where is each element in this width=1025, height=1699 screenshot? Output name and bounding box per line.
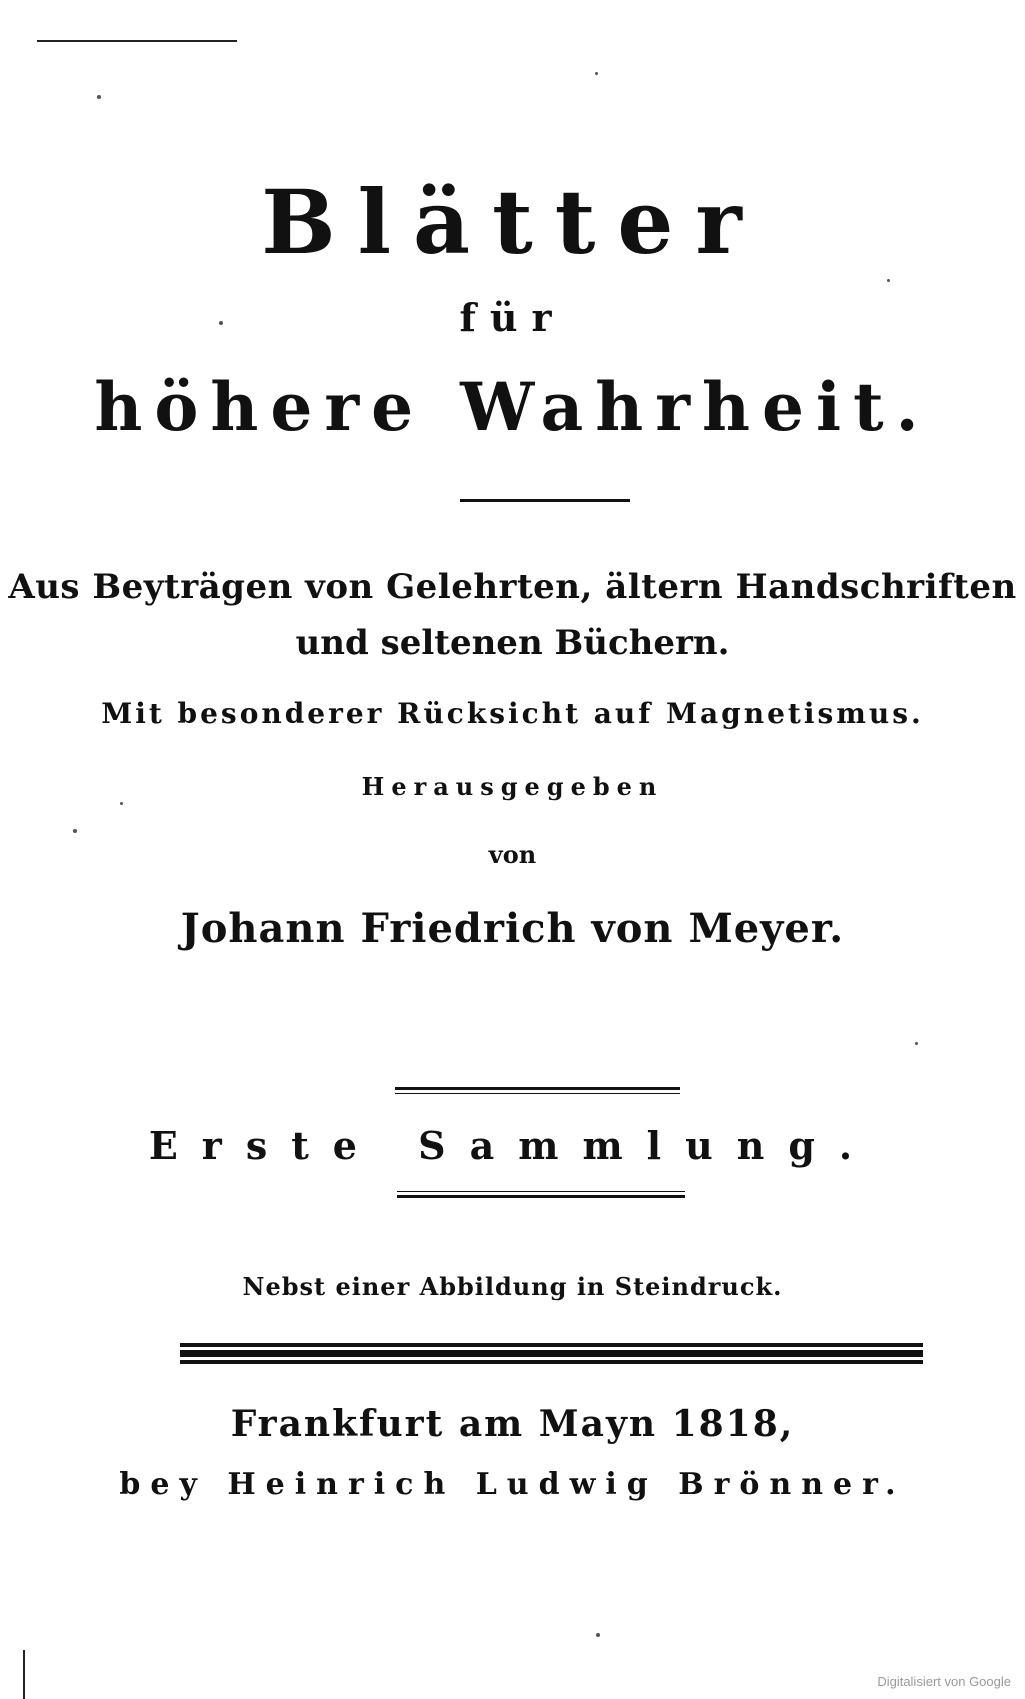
paper-speck — [97, 95, 101, 99]
paper-speck — [595, 72, 598, 75]
by-label: von — [488, 840, 537, 869]
scan-edge-left — [23, 1650, 25, 1699]
ornamental-band-bottom — [180, 1360, 923, 1364]
paper-speck — [596, 1633, 600, 1637]
paper-speck — [120, 802, 123, 805]
title-connector: für — [459, 295, 566, 340]
divider-volume-top — [395, 1087, 680, 1090]
illustration-note: Nebst einer Abbildung in Steindruck. — [242, 1272, 783, 1301]
description-line-2: und seltenen Büchern. — [295, 623, 730, 663]
imprint-publisher: bey Heinrich Ludwig Brönner. — [119, 1467, 906, 1502]
ornamental-band-middle — [180, 1350, 923, 1357]
divider-volume-bottom-thin — [397, 1191, 685, 1192]
book-title: Blätter — [261, 170, 764, 274]
special-note: Mit besonderer Rücksicht auf Magnetismus. — [101, 697, 924, 730]
volume-label: Erste Sammlung. — [148, 1123, 877, 1168]
imprint-place-date: Frankfurt am Mayn 1818, — [230, 1403, 795, 1445]
edited-by-label: Herausgegeben — [361, 772, 664, 801]
author-name: Johann Friedrich von Meyer. — [180, 905, 845, 952]
divider-volume-bottom — [397, 1195, 685, 1198]
scan-edge-top — [37, 40, 237, 42]
divider-short — [460, 499, 630, 502]
paper-speck — [887, 279, 890, 282]
paper-speck — [219, 321, 223, 325]
book-subtitle: höhere Wahrheit. — [94, 368, 931, 446]
divider-volume-top-thin — [395, 1093, 680, 1094]
digitization-watermark: Digitalisiert von Google — [877, 1674, 1011, 1689]
ornamental-band-top — [180, 1343, 923, 1347]
paper-speck — [73, 829, 77, 833]
description-line-1: Aus Beyträgen von Gelehrten, ältern Handschriften — [8, 567, 1017, 607]
paper-speck — [915, 1042, 918, 1045]
